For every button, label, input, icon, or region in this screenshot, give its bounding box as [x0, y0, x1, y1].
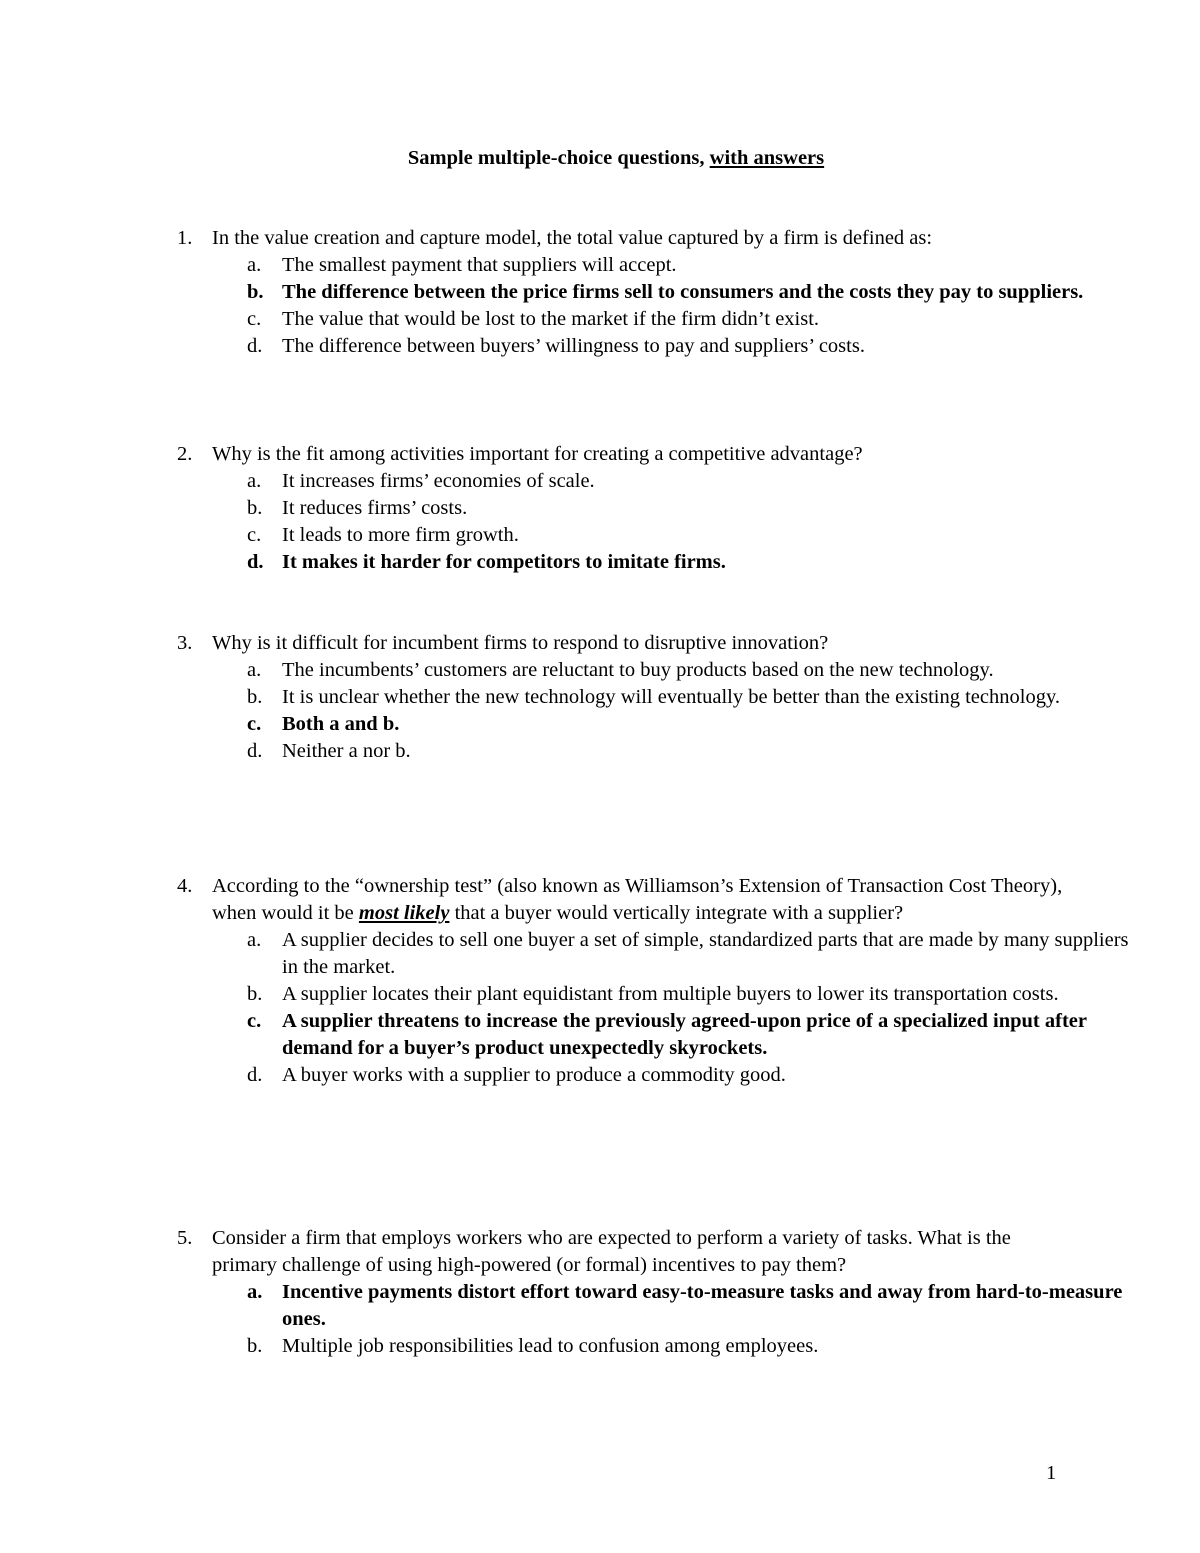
- options-list: [177, 657, 1067, 765]
- options-list: [177, 468, 1067, 576]
- option-d: [177, 1062, 1067, 1089]
- question-text: [212, 873, 1067, 927]
- question-4: [177, 873, 1129, 1089]
- title-underlined-text: with answers: [709, 147, 825, 169]
- option-letter: b.: [247, 281, 264, 303]
- option-c: [177, 522, 1067, 549]
- question-emphasis: most likely: [358, 902, 450, 924]
- options-list: [177, 252, 1084, 360]
- option-text: It increases firms’ economies of scale.: [282, 470, 595, 492]
- option-d: [177, 738, 1067, 765]
- option-letter: c.: [247, 524, 262, 546]
- option-letter: a.: [247, 470, 262, 492]
- option-letter: b.: [247, 1335, 263, 1357]
- options-list: [177, 1279, 1123, 1360]
- option-letter: b.: [247, 686, 263, 708]
- option-a: [177, 252, 1067, 279]
- option-a: [177, 657, 1082, 684]
- title-text: Sample multiple-choice questions,: [407, 147, 710, 169]
- option-letter: d.: [247, 335, 263, 357]
- option-c-correct: [177, 711, 1067, 738]
- question-text: Why is the fit among activities important for creating a competitive advantage?: [212, 443, 863, 465]
- question-5: [177, 1225, 1123, 1360]
- option-b-correct: [177, 279, 1092, 306]
- option-letter: d.: [247, 551, 264, 573]
- option-text: Incentive payments distort effort toward easy-to-measure tasks and away from hard-to-measure ones.: [282, 1281, 1123, 1330]
- question-number: 5.: [177, 1227, 193, 1249]
- question-2: [177, 441, 1067, 576]
- option-letter: d.: [247, 740, 263, 762]
- question-1: [177, 225, 1084, 360]
- option-text: It is unclear whether the new technology will eventually be better than the existing technology.: [282, 686, 1060, 708]
- option-a: [177, 927, 1132, 981]
- option-b: [177, 495, 1067, 522]
- option-text: Both a and b.: [282, 713, 400, 735]
- question-text: Consider a firm that employs workers who are expected to perform a variety of tasks. What is the primary challenge of using high-powered (or formal) incentives to pay them?: [212, 1227, 1011, 1276]
- option-text: The smallest payment that suppliers will accept.: [282, 254, 677, 276]
- option-letter: a.: [247, 929, 262, 951]
- option-letter: a.: [247, 1281, 263, 1303]
- option-text: The difference between the price firms sell to consumers and the costs they pay to suppliers.: [282, 281, 1084, 303]
- options-list: [177, 927, 1129, 1089]
- question-text-after: that a buyer would vertically integrate with a supplier?: [449, 902, 904, 924]
- question-number: 2.: [177, 443, 193, 465]
- option-d: [177, 333, 1067, 360]
- option-text: It leads to more firm growth.: [282, 524, 519, 546]
- option-text: A buyer works with a supplier to produce a commodity good.: [282, 1064, 786, 1086]
- option-text: A supplier locates their plant equidistant from multiple buyers to lower its transportation costs.: [282, 983, 1059, 1005]
- option-letter: d.: [247, 1064, 263, 1086]
- option-text: Multiple job responsibilities lead to confusion among employees.: [282, 1335, 819, 1357]
- option-text: The value that would be lost to the market if the firm didn’t exist.: [282, 308, 820, 330]
- option-letter: a.: [247, 254, 262, 276]
- option-b: [177, 1333, 1067, 1360]
- option-a-correct: [177, 1279, 1132, 1333]
- option-letter: b.: [247, 497, 263, 519]
- question-3: [177, 630, 1067, 765]
- option-b: [177, 981, 1112, 1008]
- question-text: Why is it difficult for incumbent firms to respond to disruptive innovation?: [212, 632, 829, 654]
- question-number: 1.: [177, 227, 193, 249]
- page-title: [0, 145, 1200, 172]
- option-text: It reduces firms’ costs.: [282, 497, 468, 519]
- option-text: The incumbents’ customers are reluctant to buy products based on the new technology.: [282, 659, 994, 681]
- option-letter: c.: [247, 713, 262, 735]
- option-text: A supplier decides to sell one buyer a set of simple, standardized parts that are made by many suppliers in the market.: [282, 929, 1129, 978]
- option-text: It makes it harder for competitors to imitate firms.: [282, 551, 726, 573]
- option-b: [177, 684, 1082, 711]
- question-number: 3.: [177, 632, 193, 654]
- option-c-correct: [177, 1008, 1102, 1062]
- page-number: 1: [1046, 1462, 1057, 1484]
- option-letter: b.: [247, 983, 263, 1005]
- question-text-before: According to the “ownership test” (also known as Williamson’s Extension of Transaction Cost Theory), when would it be: [212, 875, 1063, 924]
- option-d-correct: [177, 549, 1067, 576]
- option-letter: c.: [247, 308, 262, 330]
- question-text: In the value creation and capture model, the total value captured by a firm is defined as:: [212, 227, 933, 249]
- option-letter: c.: [247, 1010, 262, 1032]
- option-text: Neither a nor b.: [282, 740, 411, 762]
- option-c: [177, 306, 1067, 333]
- question-number: 4.: [177, 875, 193, 897]
- option-text: The difference between buyers’ willingness to pay and suppliers’ costs.: [282, 335, 865, 357]
- option-a: [177, 468, 1067, 495]
- option-letter: a.: [247, 659, 262, 681]
- option-text: A supplier threatens to increase the previously agreed-upon price of a specialized input after demand for a buyer’s product unexpectedly skyrockets.: [282, 1010, 1087, 1059]
